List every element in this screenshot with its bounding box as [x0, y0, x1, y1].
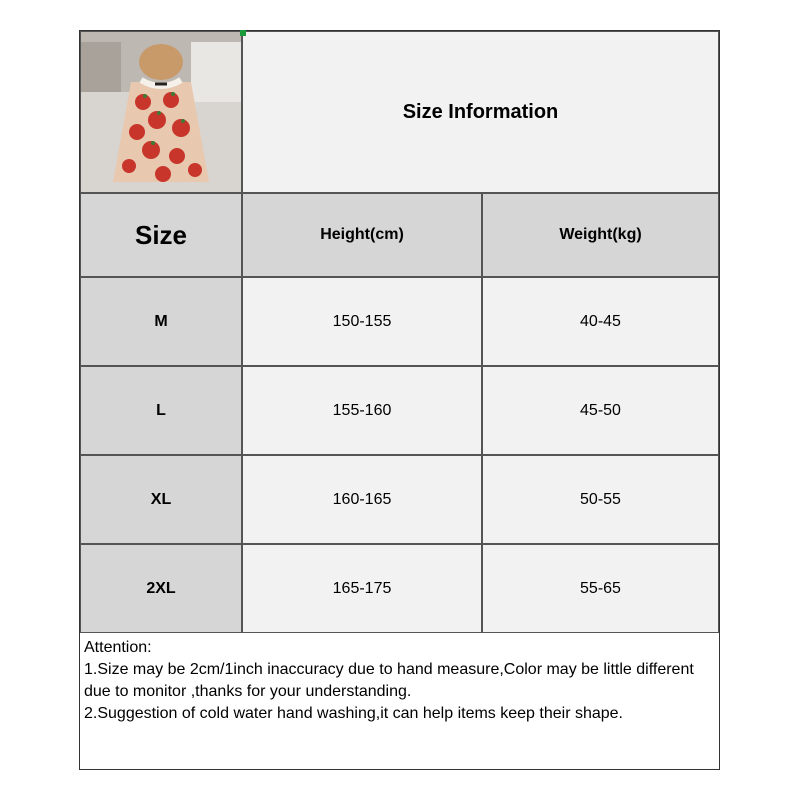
notes-line-1: 1.Size may be 2cm/1inch inaccuracy due to hand measure,Color may be little different due to monitor ,thanks for your understanding. [84, 661, 694, 700]
corner-marker [240, 30, 246, 36]
table-row-weight: 50-55 [482, 455, 719, 544]
table-row-weight: 45-50 [482, 366, 719, 455]
product-photo [80, 31, 242, 193]
page-title: Size Information [242, 31, 719, 193]
table-row-size: L [80, 366, 242, 455]
size-column-header: Size [80, 193, 242, 277]
table-row-weight: 55-65 [482, 544, 719, 633]
table-row-height: 155-160 [242, 366, 482, 455]
table-row-size: 2XL [80, 544, 242, 633]
notes-heading: Attention: [84, 639, 152, 656]
table-row-height: 150-155 [242, 277, 482, 366]
pajama-photo-icon [81, 32, 241, 192]
table-row-weight: 40-45 [482, 277, 719, 366]
size-chart [79, 30, 720, 770]
height-column-header: Height(cm) [242, 193, 482, 277]
table-row-height: 165-175 [242, 544, 482, 633]
table-row-size: XL [80, 455, 242, 544]
notes-line-2: 2.Suggestion of cold water hand washing,it can help items keep their shape. [84, 705, 623, 722]
table-row-height: 160-165 [242, 455, 482, 544]
table-row-size: M [80, 277, 242, 366]
weight-column-header: Weight(kg) [482, 193, 719, 277]
attention-notes [80, 633, 719, 769]
